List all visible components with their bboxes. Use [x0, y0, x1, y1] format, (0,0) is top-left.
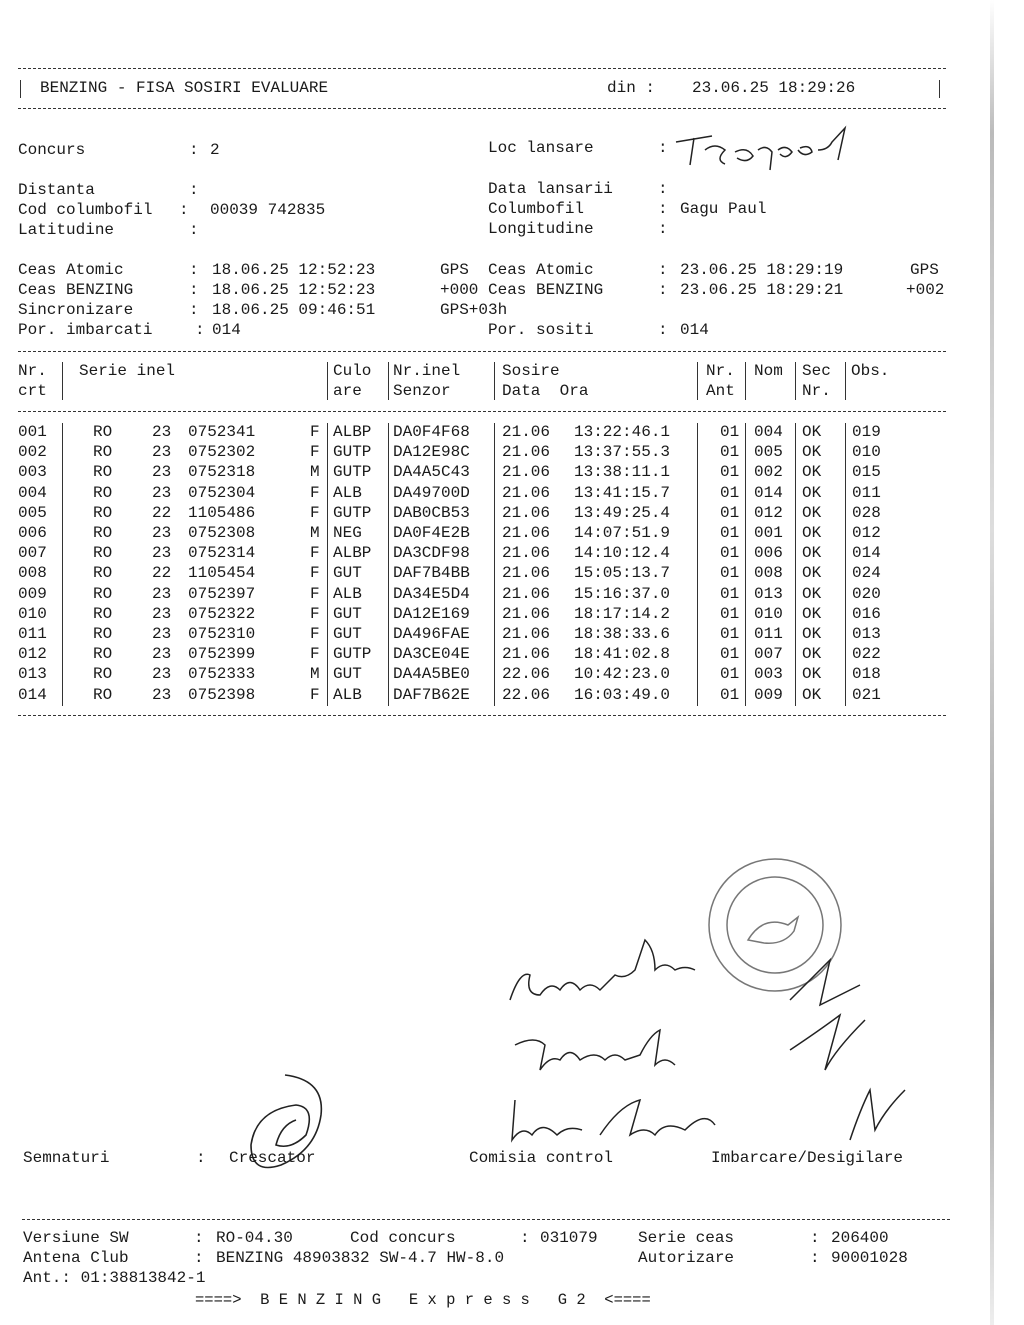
cell-tara: RO — [93, 564, 113, 583]
cell-data: 21.06 — [502, 483, 551, 502]
cell-an: 23 — [152, 423, 172, 441]
distanta-label: Distanta — [18, 181, 95, 199]
cell-nom: 004 — [754, 423, 783, 441]
clock-value: 18.06.25 09:46:51 — [212, 301, 376, 319]
cell-inel: 0752341 — [188, 423, 256, 441]
cell-data: 21.06 — [502, 443, 551, 462]
cell-data: 22.06 — [502, 685, 551, 704]
cell-inel: 0752399 — [188, 645, 256, 664]
cell-culoare: ALB — [333, 685, 362, 704]
cell-an: 22 — [152, 564, 172, 583]
cell-obs: 019 — [852, 423, 881, 441]
cell-ora: 15:05:13.7 — [574, 564, 671, 583]
cell-sex: F — [310, 584, 320, 603]
cell-inel: 0752397 — [188, 584, 256, 603]
cell-sec-nr: OK — [802, 423, 822, 441]
cell-nr-inel-senzor: DAB0CB53 — [393, 503, 470, 522]
cell-data: 21.06 — [502, 645, 551, 664]
cell-nr-inel-senzor: DAF7B62E — [393, 685, 470, 704]
cell-inel: 0752310 — [188, 625, 256, 643]
colon: : — [658, 220, 668, 238]
col-obs: Obs. — [851, 362, 890, 380]
cell-nom: 014 — [754, 483, 783, 502]
colon: : — [658, 139, 668, 157]
cell-tara: RO — [93, 645, 113, 664]
cell-nr-inel-senzor: DA3CE04E — [393, 645, 470, 664]
cell-tara: RO — [93, 625, 113, 643]
cell-inel: 0752322 — [188, 604, 256, 623]
benzing-banner: ====> B E N Z I N G E x p r e s s G 2 <==== — [195, 1291, 651, 1309]
antena-label: Antena Club — [23, 1249, 129, 1267]
concurs-label: Concurs — [18, 141, 86, 159]
cell-nom: 007 — [754, 645, 783, 664]
clock-suffix: +002 — [906, 281, 945, 299]
cell-nr-crt: 002 — [18, 443, 47, 462]
cell-culoare: GUT — [333, 665, 362, 684]
cell-data: 22.06 — [502, 665, 551, 684]
cell-data: 21.06 — [502, 604, 551, 623]
cell-nr-crt: 014 — [18, 685, 47, 704]
por-imbarcati-value: 014 — [212, 321, 241, 339]
clock-suffix: GPS+03h — [440, 301, 508, 319]
cell-tara: RO — [93, 483, 113, 502]
cell-tara: RO — [93, 503, 113, 522]
col-culoare: Culo — [333, 362, 372, 380]
cell-nr-ant: 01 — [720, 423, 740, 441]
cell-sec-nr: OK — [802, 685, 822, 704]
cell-sex: M — [310, 463, 320, 482]
cell-sex: M — [310, 524, 320, 542]
cell-nr-ant: 01 — [720, 463, 740, 482]
cell-tara: RO — [93, 544, 113, 563]
latitudine-label: Latitudine — [18, 221, 115, 239]
cell-data: 21.06 — [502, 463, 551, 482]
cell-sec-nr: OK — [802, 604, 822, 623]
cell-sex: F — [310, 423, 320, 441]
col-ant: Ant — [706, 382, 735, 400]
cell-sec-nr: OK — [802, 564, 822, 583]
cell-obs: 010 — [852, 443, 881, 462]
cell-data: 21.06 — [502, 544, 551, 563]
cell-nr-inel-senzor: DA3CDF98 — [393, 544, 470, 563]
cell-sec-nr: OK — [802, 503, 822, 522]
cell-culoare: GUTP — [333, 443, 372, 462]
cell-obs: 012 — [852, 524, 881, 542]
colon: : — [810, 1229, 820, 1247]
cell-culoare: ALB — [333, 483, 362, 502]
cell-nr-inel-senzor: DA496FAE — [393, 625, 470, 643]
col-senzor: Senzor — [393, 382, 451, 400]
cell-nr-ant: 01 — [720, 584, 740, 603]
clock-label: Ceas BENZING — [488, 281, 604, 299]
cell-an: 23 — [152, 483, 172, 502]
din-value: 23.06.25 18:29:26 — [692, 79, 856, 97]
cell-tara: RO — [93, 423, 113, 441]
cell-sex: F — [310, 625, 320, 643]
cell-culoare: GUTP — [333, 645, 372, 664]
cod-concurs-label: Cod concurs — [350, 1229, 456, 1247]
cell-tara: RO — [93, 524, 113, 542]
cell-sex: F — [310, 483, 320, 502]
cell-nom: 005 — [754, 443, 783, 462]
cell-inel: 1105486 — [188, 503, 256, 522]
cell-inel: 0752314 — [188, 544, 256, 563]
cell-nr-inel-senzor: DA12E98C — [393, 443, 470, 462]
concurs-value: 2 — [210, 141, 220, 159]
cell-data: 21.06 — [502, 524, 551, 542]
serie-ceas-label: Serie ceas — [638, 1229, 735, 1247]
cell-an: 23 — [152, 685, 172, 704]
cell-inel: 0752308 — [188, 524, 256, 542]
col-culoare-2: are — [333, 382, 362, 400]
scan-edge — [990, 0, 994, 1325]
clock-label: Ceas Atomic — [18, 261, 124, 279]
cell-nom: 010 — [754, 604, 783, 623]
cell-ora: 18:17:14.2 — [574, 604, 671, 623]
colon: : — [658, 180, 668, 198]
cell-data: 21.06 — [502, 423, 551, 441]
col-sosire: Sosire — [502, 362, 560, 380]
cell-nr-ant: 01 — [720, 604, 740, 623]
cell-nr-ant: 01 — [720, 524, 740, 542]
cell-nr-crt: 004 — [18, 483, 47, 502]
columbofil-label: Columbofil — [488, 200, 585, 218]
cell-sec-nr: OK — [802, 524, 822, 542]
cell-culoare: GUTP — [333, 463, 372, 482]
cell-obs: 013 — [852, 625, 881, 643]
semnaturi-label: Semnaturi — [23, 1149, 110, 1167]
crescator-label: Crescator — [229, 1149, 316, 1167]
colon: : — [658, 321, 668, 339]
clock-label: Ceas Atomic — [488, 261, 594, 279]
cell-culoare: ALBP — [333, 423, 372, 441]
cell-sex: F — [310, 503, 320, 522]
imbarcare-desigilare-label: Imbarcare/Desigilare — [711, 1149, 904, 1167]
cell-nr-crt: 010 — [18, 604, 47, 623]
cod-columbofil-label: Cod columbofil — [18, 201, 153, 219]
cell-obs: 015 — [852, 463, 881, 482]
cell-obs: 018 — [852, 665, 881, 684]
cell-nr-crt: 012 — [18, 645, 47, 664]
cell-inel: 1105454 — [188, 564, 256, 583]
cell-an: 23 — [152, 625, 172, 643]
cell-nr-crt: 013 — [18, 665, 47, 684]
cell-nr-crt: 006 — [18, 524, 47, 542]
longitudine-label: Longitudine — [488, 220, 594, 238]
colon: : — [189, 181, 199, 199]
cell-sex: M — [310, 665, 320, 684]
col-nr: Nr. — [18, 362, 47, 380]
col-crt: crt — [18, 382, 47, 400]
cell-sec-nr: OK — [802, 544, 822, 563]
cell-obs: 014 — [852, 544, 881, 563]
cell-nr-crt: 011 — [18, 625, 47, 643]
signature-comisia — [510, 940, 905, 1140]
cell-ora: 14:07:51.9 — [574, 524, 671, 542]
cell-sec-nr: OK — [802, 584, 822, 603]
cell-ora: 15:16:37.0 — [574, 584, 671, 603]
cell-ora: 18:38:33.6 — [574, 625, 671, 643]
cell-ora: 16:03:49.0 — [574, 685, 671, 704]
cell-nom: 006 — [754, 544, 783, 563]
cell-nr-ant: 01 — [720, 685, 740, 704]
cell-sec-nr: OK — [802, 443, 822, 462]
cell-nr-ant: 01 — [720, 665, 740, 684]
cell-nr-ant: 01 — [720, 625, 740, 643]
data-lansarii-label: Data lansarii — [488, 180, 613, 198]
col-serie-inel: Serie inel — [79, 362, 176, 380]
cell-nom: 008 — [754, 564, 783, 583]
cell-an: 23 — [152, 584, 172, 603]
cell-obs: 022 — [852, 645, 881, 664]
cell-nom: 002 — [754, 463, 783, 482]
cell-ora: 18:41:02.8 — [574, 645, 671, 664]
colon: : — [179, 201, 189, 219]
por-sositi-value: 014 — [680, 321, 709, 339]
cell-an: 23 — [152, 463, 172, 482]
cell-data: 21.06 — [502, 584, 551, 603]
versiune-value: RO-04.30 — [216, 1229, 293, 1247]
cell-culoare: ALBP — [333, 544, 372, 563]
comisia-control-label: Comisia control — [469, 1149, 614, 1167]
colon: : — [520, 1229, 530, 1247]
cod-columbofil-value: 00039 742835 — [210, 201, 326, 219]
versiune-label: Versiune SW — [23, 1229, 129, 1247]
colon: : — [658, 261, 668, 279]
cell-tara: RO — [93, 584, 113, 603]
colon: : — [658, 281, 668, 299]
cell-an: 22 — [152, 503, 172, 522]
colon: : — [658, 200, 668, 218]
cell-nom: 011 — [754, 625, 783, 643]
cell-nr-crt: 009 — [18, 584, 47, 603]
cell-tara: RO — [93, 604, 113, 623]
cell-nr-inel-senzor: DA0F4F68 — [393, 423, 470, 441]
cell-nr-ant: 01 — [720, 544, 740, 563]
ant-line: Ant.: 01:38813842-1 — [23, 1269, 206, 1287]
cell-ora: 13:22:46.1 — [574, 423, 671, 441]
colon: : — [196, 1149, 206, 1167]
serie-ceas-value: 206400 — [831, 1229, 889, 1247]
cell-an: 23 — [152, 443, 172, 462]
clock-suffix: GPS — [910, 261, 939, 279]
cell-sex: F — [310, 645, 320, 664]
autorizare-label: Autorizare — [638, 1249, 735, 1267]
cell-ora: 13:37:55.3 — [574, 443, 671, 462]
colon: : — [189, 141, 199, 159]
por-imbarcati-label: Por. imbarcati — [18, 321, 153, 339]
cell-culoare: GUTP — [333, 503, 372, 522]
col-data-ora: Data Ora — [502, 382, 589, 400]
clock-value: 23.06.25 18:29:19 — [680, 261, 844, 279]
cell-obs: 021 — [852, 685, 881, 704]
cell-nr-inel-senzor: DA12E169 — [393, 604, 470, 623]
colon: : — [189, 301, 199, 319]
col-sec-nr: Nr. — [802, 382, 831, 400]
cell-sex: F — [310, 564, 320, 583]
colon: : — [189, 221, 199, 239]
cell-obs: 016 — [852, 604, 881, 623]
colon: : — [194, 1249, 204, 1267]
col-nr-inel: Nr.inel — [393, 362, 461, 380]
cell-sec-nr: OK — [802, 645, 822, 664]
clock-value: 18.06.25 12:52:23 — [212, 261, 376, 279]
cell-sex: F — [310, 604, 320, 623]
cell-nr-ant: 01 — [720, 483, 740, 502]
stamp — [709, 859, 841, 991]
cell-an: 23 — [152, 665, 172, 684]
colon: : — [189, 261, 199, 279]
cell-inel: 0752333 — [188, 665, 256, 684]
cell-an: 23 — [152, 645, 172, 664]
cell-an: 23 — [152, 524, 172, 542]
cell-tara: RO — [93, 685, 113, 704]
clock-label: Sincronizare — [18, 301, 134, 319]
cell-culoare: GUT — [333, 604, 362, 623]
colon: : — [195, 321, 205, 339]
cell-nom: 001 — [754, 524, 783, 542]
cell-sex: F — [310, 544, 320, 563]
cell-nr-ant: 01 — [720, 645, 740, 664]
cell-tara: RO — [93, 443, 113, 462]
cell-culoare: NEG — [333, 524, 362, 542]
cell-data: 21.06 — [502, 625, 551, 643]
cell-culoare: ALB — [333, 584, 362, 603]
cell-nr-crt: 003 — [18, 463, 47, 482]
cell-an: 23 — [152, 604, 172, 623]
cell-obs: 020 — [852, 584, 881, 603]
cell-nr-inel-senzor: DA0F4E2B — [393, 524, 470, 542]
col-sec: Sec — [802, 362, 831, 380]
cell-nr-crt: 005 — [18, 503, 47, 522]
por-sositi-label: Por. sositi — [488, 321, 594, 339]
cod-concurs-value: 031079 — [540, 1229, 598, 1247]
cell-nr-crt: 008 — [18, 564, 47, 583]
cell-nr-inel-senzor: DA34E5D4 — [393, 584, 470, 603]
cell-ora: 13:49:25.4 — [574, 503, 671, 522]
cell-an: 23 — [152, 544, 172, 563]
colon: : — [189, 281, 199, 299]
cell-nom: 012 — [754, 503, 783, 522]
clock-suffix: +000 — [440, 281, 479, 299]
cell-nr-ant: 01 — [720, 564, 740, 583]
cell-ora: 13:38:11.1 — [574, 463, 671, 482]
cell-inel: 0752318 — [188, 463, 256, 482]
cell-sex: F — [310, 685, 320, 704]
cell-inel: 0752304 — [188, 483, 256, 502]
cell-tara: RO — [93, 665, 113, 684]
cell-sec-nr: OK — [802, 463, 822, 482]
cell-nr-inel-senzor: DAF7B4BB — [393, 564, 470, 583]
cell-data: 21.06 — [502, 503, 551, 522]
cell-nr-inel-senzor: DA4A5BE0 — [393, 665, 470, 684]
loc-lansare-label: Loc lansare — [488, 139, 594, 157]
autorizare-value: 90001028 — [831, 1249, 908, 1267]
cell-nr-ant: 01 — [720, 503, 740, 522]
cell-inel: 0752398 — [188, 685, 256, 704]
cell-nom: 013 — [754, 584, 783, 603]
clock-suffix: GPS — [440, 261, 469, 279]
clock-value: 18.06.25 12:52:23 — [212, 281, 376, 299]
clock-value: 23.06.25 18:29:21 — [680, 281, 844, 299]
colon: : — [194, 1229, 204, 1247]
col-nom: Nom — [754, 362, 783, 380]
cell-data: 21.06 — [502, 564, 551, 583]
cell-inel: 0752302 — [188, 443, 256, 462]
cell-nr-ant: 01 — [720, 443, 740, 462]
cell-sec-nr: OK — [802, 625, 822, 643]
cell-culoare: GUT — [333, 625, 362, 643]
handwritten-place-name — [676, 128, 845, 170]
cell-nr-inel-senzor: DA4A5C43 — [393, 463, 470, 482]
columbofil-value: Gagu Paul — [680, 200, 767, 218]
cell-obs: 024 — [852, 564, 881, 583]
colon: : — [810, 1249, 820, 1267]
cell-sex: F — [310, 443, 320, 462]
divider — [22, 1219, 950, 1220]
cell-tara: RO — [93, 463, 113, 482]
cell-culoare: GUT — [333, 564, 362, 583]
cell-obs: 028 — [852, 503, 881, 522]
cell-nr-crt: 007 — [18, 544, 47, 563]
din-label: din : — [607, 79, 656, 97]
cell-ora: 10:42:23.0 — [574, 665, 671, 684]
col-nr-ant: Nr. — [706, 362, 735, 380]
cell-sec-nr: OK — [802, 483, 822, 502]
cell-sec-nr: OK — [802, 665, 822, 684]
cell-nr-inel-senzor: DA49700D — [393, 483, 470, 502]
cell-obs: 011 — [852, 483, 881, 502]
cell-ora: 14:10:12.4 — [574, 544, 671, 563]
cell-nr-crt: 001 — [18, 423, 47, 441]
cell-ora: 13:41:15.7 — [574, 483, 671, 502]
antena-value: BENZING 48903832 SW-4.7 HW-8.0 — [216, 1249, 505, 1267]
clock-label: Ceas BENZING — [18, 281, 134, 299]
cell-nom: 003 — [754, 665, 783, 684]
cell-nom: 009 — [754, 685, 783, 704]
document-title: BENZING - FISA SOSIRI EVALUARE — [40, 79, 329, 97]
